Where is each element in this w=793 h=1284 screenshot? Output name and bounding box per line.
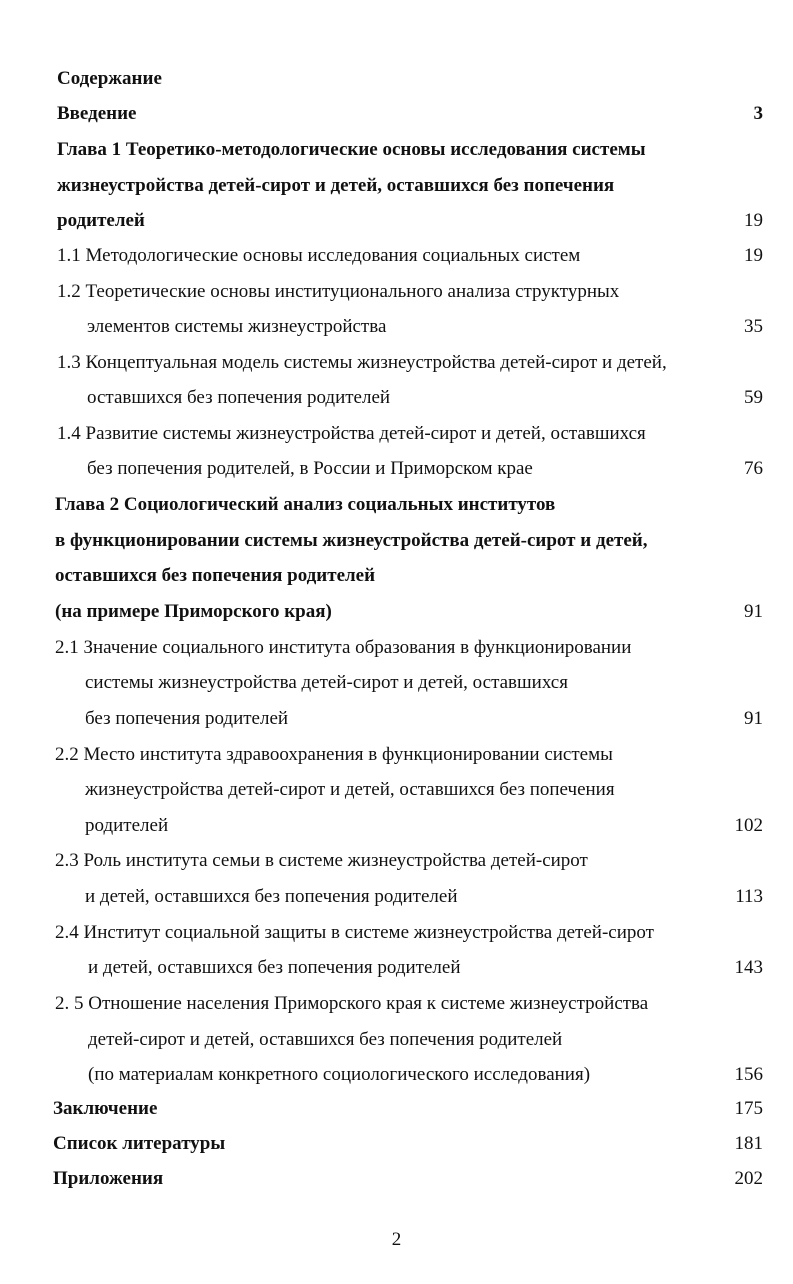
entry-page: 59 bbox=[744, 387, 763, 408]
entry-page: 181 bbox=[734, 1133, 763, 1154]
entry-title: и детей, оставшихся без попечения родителей bbox=[85, 886, 458, 907]
entry-title: без попечения родителей, в России и Приморском крае bbox=[87, 458, 533, 479]
entry-title: 1.1 Методологические основы исследования социальных систем bbox=[57, 245, 581, 266]
entry-page: 76 bbox=[744, 458, 763, 479]
toc-heading: Содержание bbox=[57, 68, 162, 89]
toc-entry-2-5 bbox=[0, 988, 793, 1020]
entry-title: 1.3 Концептуальная модель системы жизнеустройства детей-сирот и детей, bbox=[57, 352, 667, 373]
chapter2-line3 bbox=[0, 560, 793, 592]
toc-heading-line bbox=[0, 63, 793, 95]
entry-title: Введение bbox=[57, 103, 137, 124]
toc-entry-1-3-cont bbox=[0, 382, 793, 414]
entry-title: без попечения родителей bbox=[85, 708, 289, 729]
toc-entry-2-2 bbox=[0, 739, 793, 771]
entry-title: оставшихся без попечения родителей bbox=[55, 565, 376, 586]
entry-title: (на примере Приморского края) bbox=[55, 601, 332, 622]
entry-page: 175 bbox=[734, 1098, 763, 1119]
entry-page: 202 bbox=[734, 1168, 763, 1189]
toc-entry-2-1-cont2 bbox=[0, 703, 793, 735]
toc-entry-1-4 bbox=[0, 418, 793, 450]
toc-entry-2-5-cont2 bbox=[0, 1059, 793, 1091]
entry-title: жизнеустройства детей-сирот и детей, оставшихся без попечения bbox=[57, 175, 615, 196]
chapter2-line2 bbox=[0, 525, 793, 557]
toc-entry-1-4-cont bbox=[0, 453, 793, 485]
entry-title: Приложения bbox=[53, 1168, 164, 1189]
entry-title: (по материалам конкретного социологического исследования) bbox=[88, 1064, 591, 1085]
toc-entry-2-1-cont bbox=[0, 667, 793, 699]
entry-title: Глава 2 Социологический анализ социальных институтов bbox=[55, 494, 556, 515]
toc-entry-2-4 bbox=[0, 917, 793, 949]
entry-title: 2.4 Институт социальной защиты в системе жизнеустройства детей-сирот bbox=[55, 922, 654, 943]
entry-page: 91 bbox=[744, 601, 763, 622]
entry-page: 19 bbox=[744, 245, 763, 266]
entry-title: детей-сирот и детей, оставшихся без попечения родителей bbox=[88, 1029, 563, 1050]
toc-entry-appendices bbox=[0, 1163, 793, 1195]
toc-entry-2-2-cont bbox=[0, 774, 793, 806]
entry-page: 113 bbox=[735, 886, 763, 907]
chapter1-line2 bbox=[0, 170, 793, 202]
entry-title: оставшихся без попечения родителей bbox=[87, 387, 391, 408]
entry-title: Заключение bbox=[53, 1098, 158, 1119]
toc-entry-2-1 bbox=[0, 632, 793, 664]
toc-entry-2-3-cont bbox=[0, 881, 793, 913]
entry-title: 2.2 Место института здравоохранения в функционировании системы bbox=[55, 744, 613, 765]
entry-title: элементов системы жизнеустройства bbox=[87, 316, 387, 337]
entry-page: 35 bbox=[744, 316, 763, 337]
entry-title: 1.4 Развитие системы жизнеустройства детей-сирот и детей, оставшихся bbox=[57, 423, 646, 444]
entry-page: 156 bbox=[734, 1064, 763, 1085]
entry-title: системы жизнеустройства детей-сирот и детей, оставшихся bbox=[85, 672, 568, 693]
chapter2-line1 bbox=[0, 489, 793, 521]
entry-title: 1.2 Теоретические основы институционального анализа структурных bbox=[57, 281, 620, 302]
entry-title: 2. 5 Отношение населения Приморского края к системе жизнеустройства bbox=[55, 993, 649, 1014]
toc-entry-conclusion bbox=[0, 1093, 793, 1125]
entry-title: 2.1 Значение социального института образования в функционировании bbox=[55, 637, 632, 658]
chapter1-line1 bbox=[0, 134, 793, 166]
entry-title: жизнеустройства детей-сирот и детей, оставшихся без попечения bbox=[85, 779, 615, 800]
entry-title: Список литературы bbox=[53, 1133, 226, 1154]
entry-page: 143 bbox=[734, 957, 763, 978]
toc-entry-1-1 bbox=[0, 240, 793, 272]
chapter2-line4 bbox=[0, 596, 793, 628]
entry-title: в функционировании системы жизнеустройства детей-сирот и детей, bbox=[55, 530, 648, 551]
toc-entry-intro bbox=[0, 98, 793, 130]
entry-title: родителей bbox=[57, 210, 145, 231]
chapter1-line3 bbox=[0, 205, 793, 237]
toc-entry-2-3 bbox=[0, 845, 793, 877]
toc-entry-1-2-cont bbox=[0, 311, 793, 343]
entry-page: 3 bbox=[753, 103, 763, 124]
page-number: 2 bbox=[391, 1229, 402, 1250]
toc-entry-references bbox=[0, 1128, 793, 1160]
entry-title: 2.3 Роль института семьи в системе жизнеустройства детей-сирот bbox=[55, 850, 588, 871]
entry-page: 91 bbox=[744, 708, 763, 729]
entry-title: и детей, оставшихся без попечения родителей bbox=[88, 957, 461, 978]
entry-page: 19 bbox=[744, 210, 763, 231]
toc-entry-2-4-cont bbox=[0, 952, 793, 984]
toc-entry-1-3 bbox=[0, 347, 793, 379]
entry-title: Глава 1 Теоретико-методологические основы исследования системы bbox=[57, 139, 646, 160]
entry-page: 102 bbox=[734, 815, 763, 836]
toc-entry-1-2 bbox=[0, 276, 793, 308]
entry-title: родителей bbox=[85, 815, 169, 836]
toc-entry-2-2-cont2 bbox=[0, 810, 793, 842]
toc-entry-2-5-cont bbox=[0, 1024, 793, 1056]
